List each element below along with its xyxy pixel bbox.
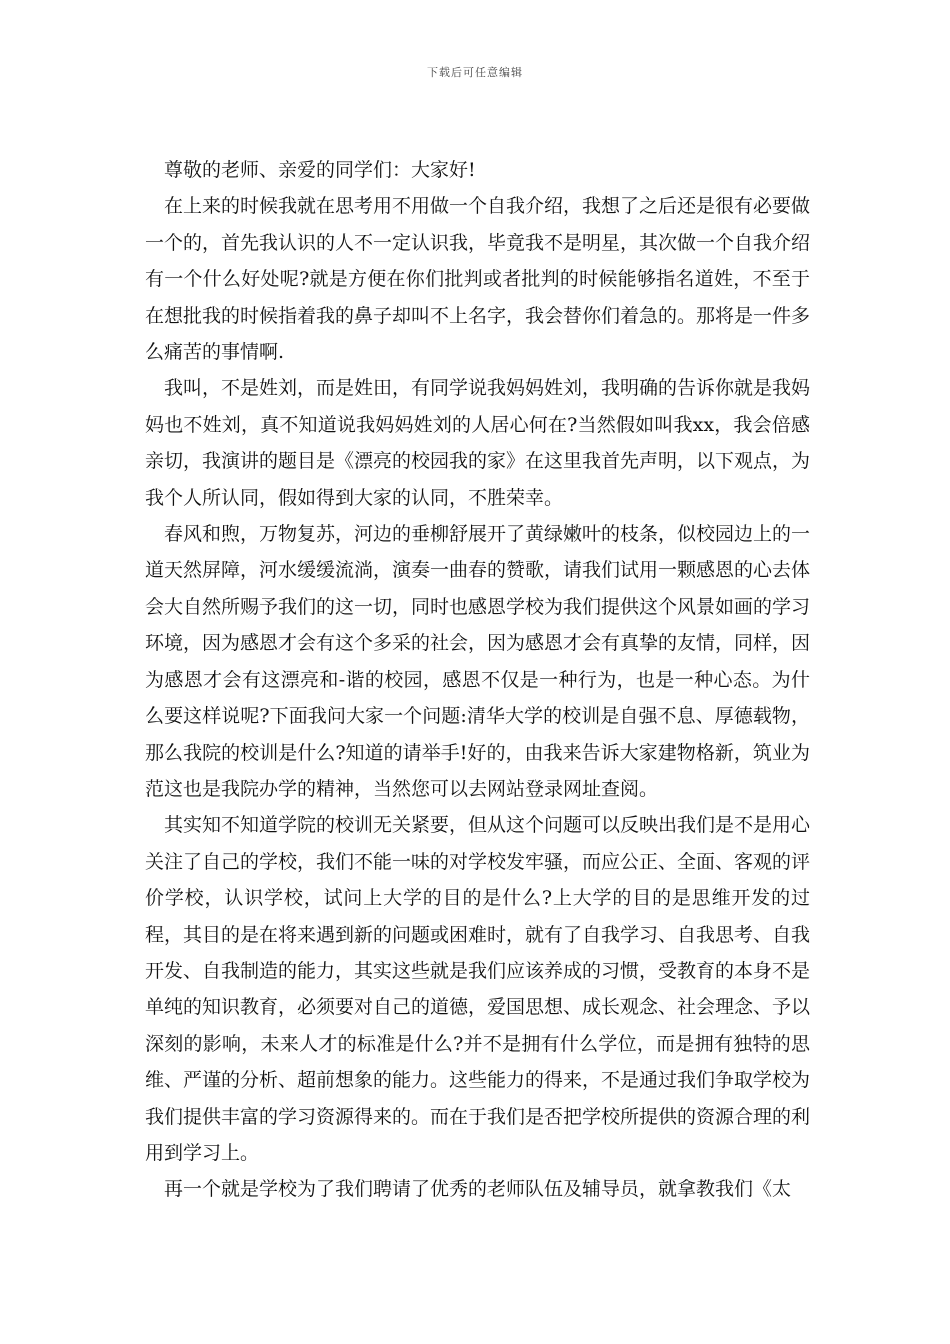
document-body (145, 152, 810, 1208)
paragraph-introduction: 在上来的时候我就在思考用不用做一个自我介绍，我想了之后还是很有必要做一个的，首先我认识的人不一定认识我，毕竟我不是明星，其次做一个自我介绍有一个什么好处呢?就是方便在你们批判或者批判的时候能够指名道姓，不至于在想批我的时候指着我的鼻子却叫不上名字，我会替你们着急的。那将是一件多么痛苦的事情啊. (145, 195, 811, 364)
paragraph-teachers: 再一个就是学校为了我们聘请了优秀的老师队伍及辅导员，就拿教我们《太 (164, 1178, 792, 1201)
paragraph-school-motto: 其实知不知道学院的校训无关紧要，但从这个问题可以反映出我们是不是用心关注了自己的学校，我们不能一味的对学校发牢骚，而应公正、全面、客观的评价学校，认识学校，试问上大学的目的是什么?上大学的目的是思维开发的过程，其目的是在将来遇到新的问题或困难时，就有了自我学习、自我思考、自我开发、自我制造的能力，其实这些就是我们应该养成的习惯，受教育的本身不是单纯的知识教育，必须要对自己的道德，爱国思想、成长观念、社会理念、予以深刻的影响，未来人才的标准是什么?并不是拥有什么学位，而是拥有独特的思维、严谨的分析、超前想象的能力。这些能力的得来，不是通过我们争取学校为我们提供丰富的学习资源得来的。而在于我们是否把学校所提供的资源合理的利用到学习上。 (145, 814, 811, 1164)
paragraph-spring: 春风和煦，万物复苏，河边的垂柳舒展开了黄绿嫩叶的枝条，似校园边上的一道天然屏障，河水缓缓流淌，演奏一曲春的赞歌，请我们试用一颗感恩的心去体会大自然所赐予我们的这一切，同时也感恩学校为我们提供这个风景如画的学习环境，因为感恩才会有这个多采的社会，因为感恩才会有真挚的友情，同样，因为感恩才会有这漂亮和-谐的校园，感恩不仅是一种行为，也是一种心态。为什么要这样说呢?下面我问大家一个问题:清华大学的校训是自强不息、厚德载物，那么我院的校训是什么?知道的请举手!好的，由我来告诉大家建物格新，筑业为范这也是我院办学的精神，当然您可以去网站登录网址查阅。 (145, 523, 811, 800)
paragraph-greeting: 尊敬的老师、亲爱的同学们：大家好! (164, 159, 476, 181)
page-header-note: 下载后可任意编辑 (427, 66, 523, 79)
paragraph-name: 我叫，不是姓刘，而是姓田，有同学说我妈妈姓刘，我明确的告诉你就是我妈妈也不姓刘，真不知道说我妈妈姓刘的人居心何在?当然假如叫我xx，我会倍感亲切，我演讲的题目是《漂亮的校园我的家》在这里我首先声明，以下观点，为我个人所认同，假如得到大家的认同，不胜荣幸。 (145, 377, 811, 509)
